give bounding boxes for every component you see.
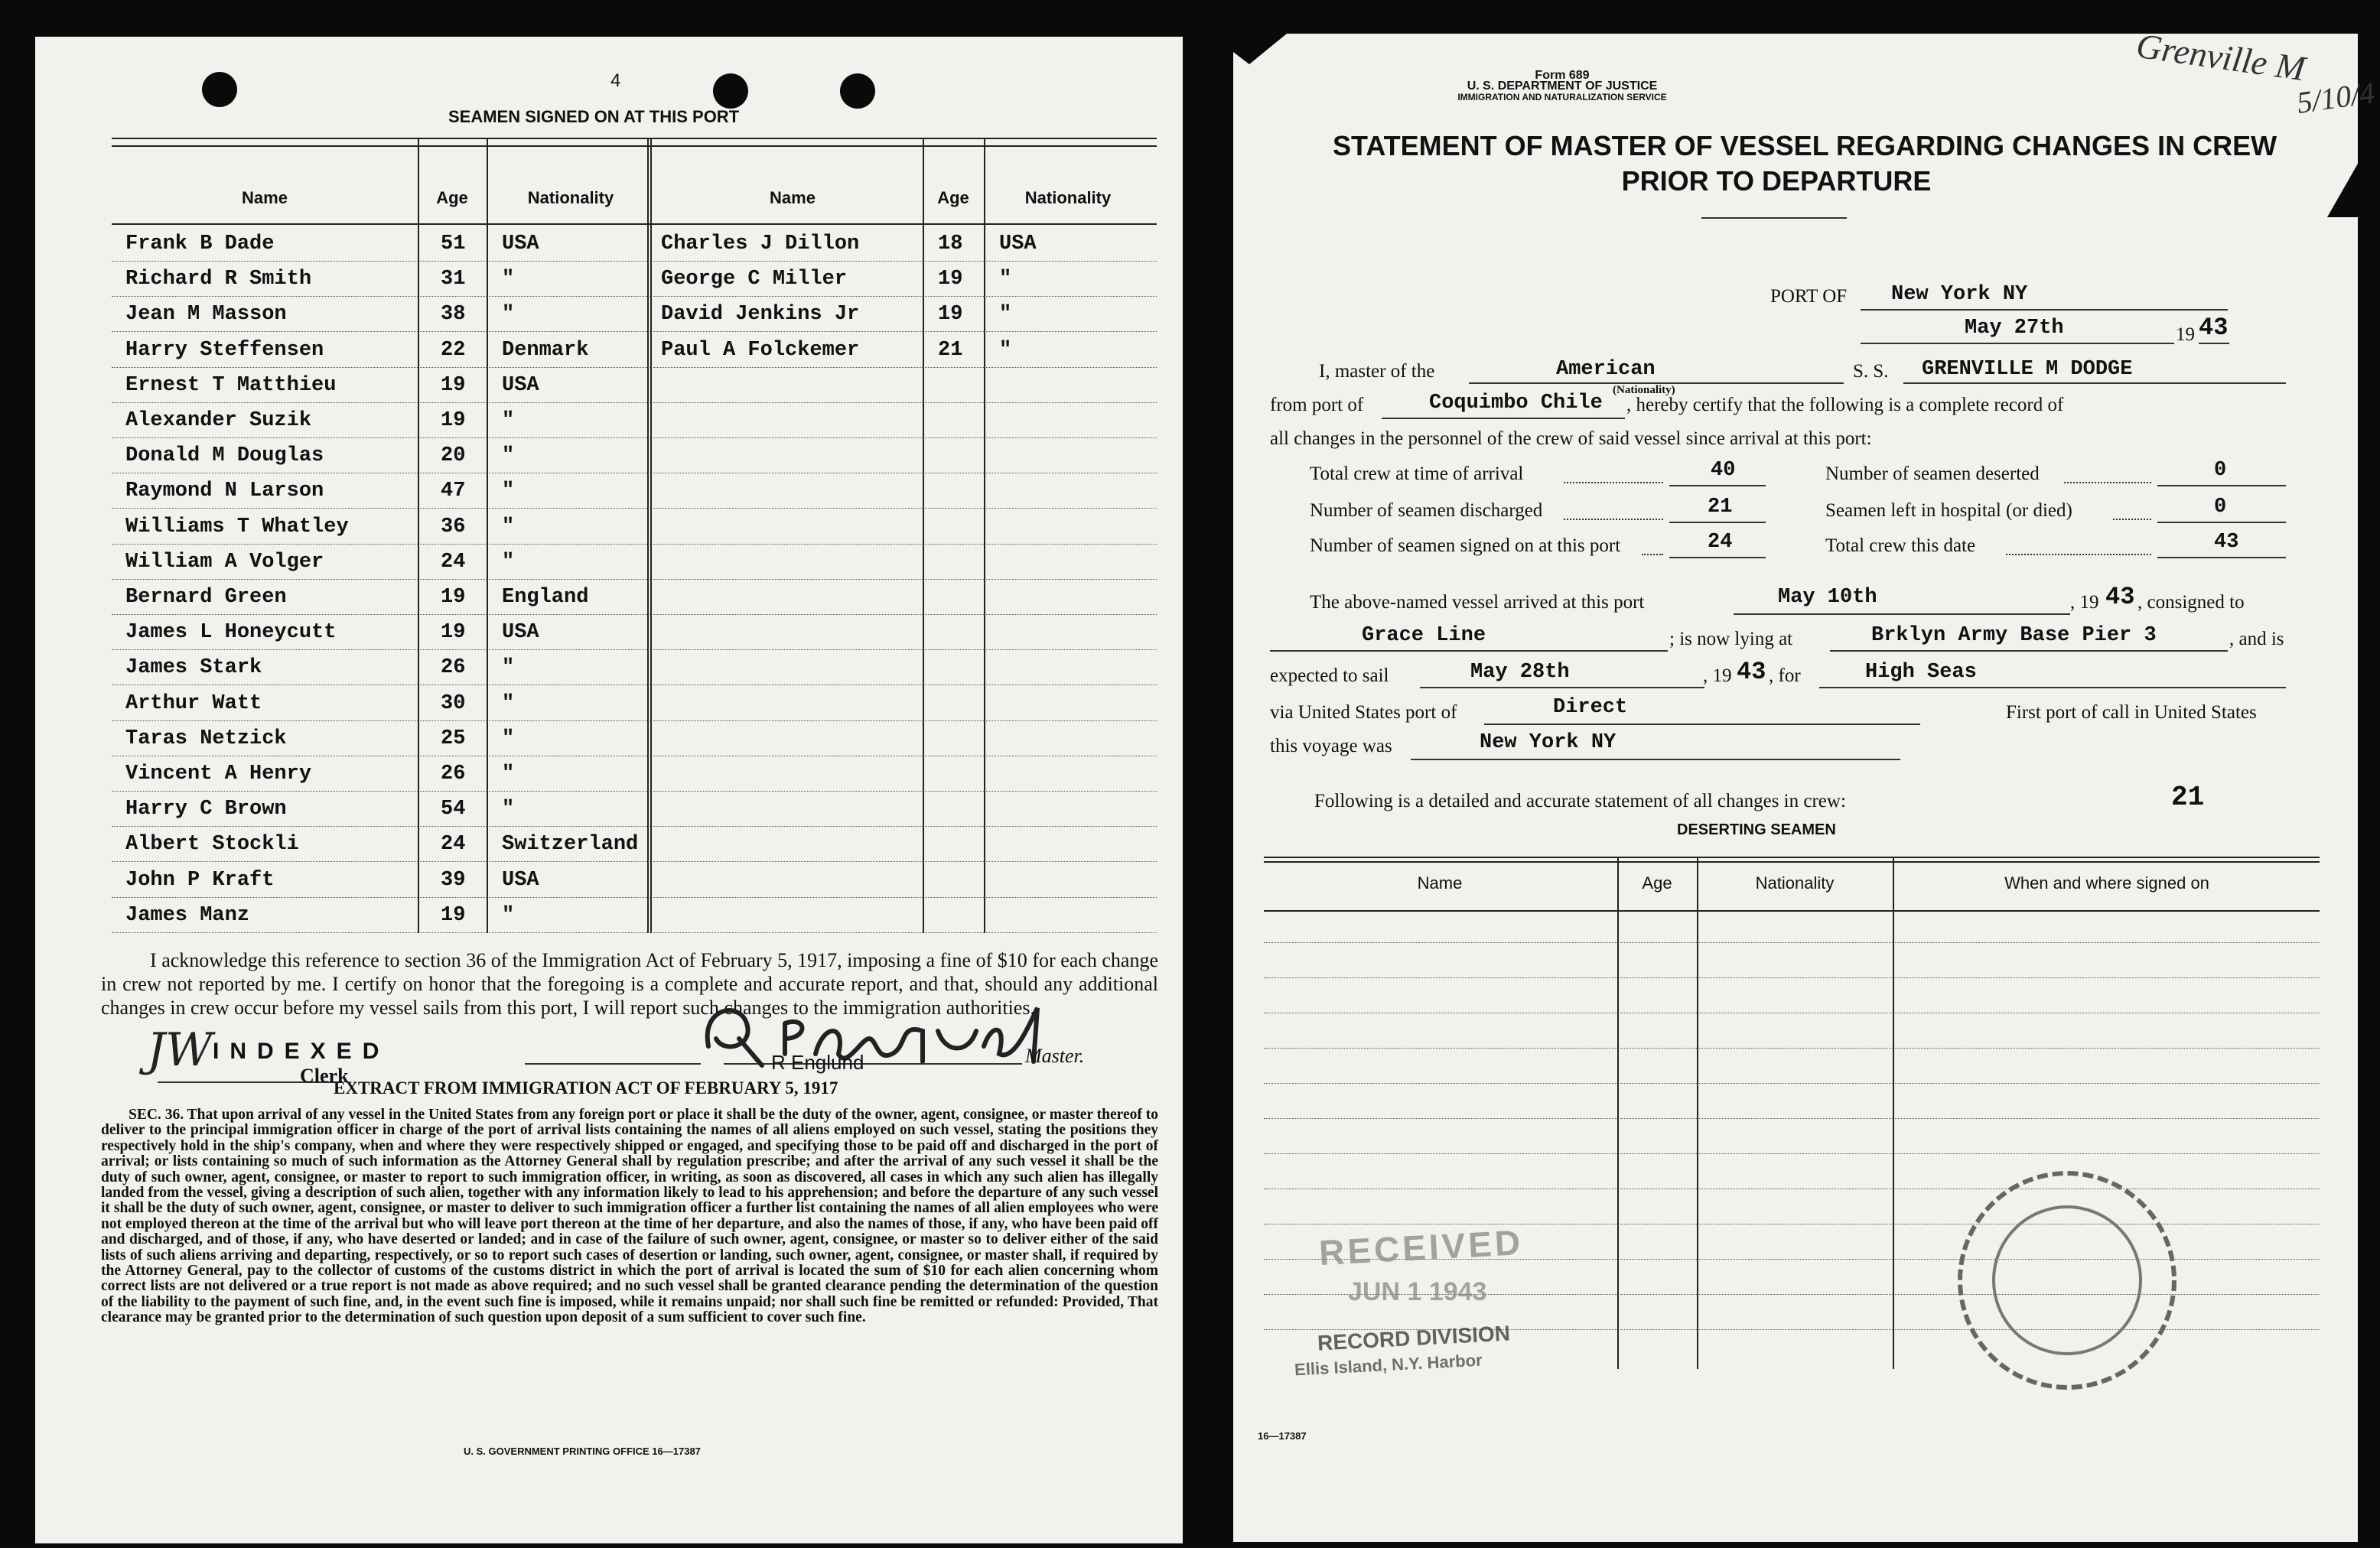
crew-nationality: " <box>502 303 515 327</box>
acknowledgement-text: I acknowledge this reference to section 36 of the Immigration Act of February 5, 1917, imposing a fine of $10 for each change in crew not reported by me. I certify on honor that the foregoing is a complete and accurate report, and that, should any additional changes in crew occur before my vessel sails from this port, I will report such changes to the immigration authorities. <box>101 949 1158 1019</box>
table-row <box>112 686 1157 721</box>
via-label: via United States port of <box>1270 702 1457 723</box>
vessel-name: GRENVILLE M DODGE <box>1922 358 2133 381</box>
department: U. S. DEPARTMENT OF JUSTICE <box>1467 80 1658 93</box>
crew-nationality: USA <box>999 233 1037 255</box>
deserted-label: Number of seamen deserted <box>1825 463 2040 484</box>
arrived-label: The above-named vessel arrived at this port <box>1310 592 1645 613</box>
crew-nationality: USA <box>502 621 539 645</box>
handwritten-date: 5/10/4 <box>2294 75 2377 120</box>
left-page <box>35 37 1183 1543</box>
crew-age: 31 <box>441 268 466 291</box>
master-name: R Englund <box>771 1051 864 1074</box>
deserting-header-name: Name <box>1417 873 1463 893</box>
from-port-value: Coquimbo Chile <box>1429 392 1603 415</box>
crew-age: 20 <box>441 444 466 468</box>
crew-name: James Manz <box>125 903 250 927</box>
and-is: , and is <box>2229 629 2284 649</box>
discharged: 21 <box>1708 496 1733 519</box>
crew-age: 30 <box>441 691 466 715</box>
crew-age: 39 <box>441 868 466 892</box>
form-header <box>1371 70 1753 102</box>
table-row <box>112 863 1157 898</box>
crew-age: 51 <box>441 233 466 255</box>
total-crew-date-label: Total crew this date <box>1825 535 1976 556</box>
crew-nationality: " <box>502 515 515 538</box>
via-value: Direct <box>1553 696 1628 719</box>
crew-age: 21 <box>938 338 963 362</box>
form-subtitle: PRIOR TO DEPARTURE <box>1621 165 1932 197</box>
date-value: May 27th <box>1965 317 2064 340</box>
deserting-title: DESERTING SEAMEN <box>1677 821 1836 838</box>
clerk-initials: JW <box>147 1023 213 1077</box>
extract-title: EXTRACT FROM IMMIGRATION ACT OF FEBRUARY 5, 1917 <box>334 1078 838 1098</box>
crew-name: James L Honeycutt <box>125 621 337 645</box>
first-port-label: First port of call in United States <box>2006 702 2257 723</box>
crew-age: 22 <box>441 338 466 362</box>
ellis-island-stamp: Ellis Island, N.Y. Harbor <box>1294 1350 1483 1380</box>
crew-age: 25 <box>441 727 466 750</box>
date-year: 43 <box>2199 314 2229 342</box>
for-label: , for <box>1769 665 1801 686</box>
header-name: Name <box>242 188 288 207</box>
table-row <box>112 333 1157 368</box>
crew-name: Donald M Douglas <box>125 444 324 468</box>
master-label: Master. <box>1025 1045 1085 1067</box>
crew-age: 54 <box>441 798 466 821</box>
table-row <box>1264 942 2320 943</box>
crew-name: James Stark <box>125 656 262 680</box>
crew-nationality: " <box>502 480 515 503</box>
crew-nationality: England <box>502 586 589 609</box>
crew-nationality: " <box>502 798 515 821</box>
crew-name: Williams T Whatley <box>125 515 349 538</box>
crew-age: 19 <box>938 268 963 291</box>
received-date-stamp: JUN 1 1943 <box>1348 1277 1487 1306</box>
table-row <box>112 827 1157 862</box>
arrived-year-prefix: , 19 <box>2070 592 2099 613</box>
header-nationality: Nationality <box>1024 188 1112 207</box>
circular-stamp <box>1945 1158 2190 1403</box>
crew-nationality: " <box>502 656 515 680</box>
crew-name: Taras Netzick <box>125 727 287 750</box>
table-row <box>112 262 1157 297</box>
crew-name: Paul A Folckemer <box>661 338 860 362</box>
crew-age: 19 <box>441 621 466 645</box>
form-number: Form 689 <box>1535 69 1590 82</box>
printing-office-footer: U. S. GOVERNMENT PRINTING OFFICE 16—17387 <box>464 1446 701 1457</box>
sail-year-prefix: , 19 <box>1703 665 1732 686</box>
discharged-label: Number of seamen discharged <box>1310 500 1543 521</box>
table-row <box>112 368 1157 403</box>
crew-name: Harry C Brown <box>125 798 287 821</box>
crew-age: 47 <box>441 480 466 503</box>
table-row <box>112 615 1157 650</box>
page-number: 4 <box>610 70 621 91</box>
table-row <box>112 580 1157 615</box>
table-row <box>112 226 1157 262</box>
sail-year: 43 <box>1737 658 1766 686</box>
crew-nationality: USA <box>502 373 539 397</box>
table-row <box>112 509 1157 545</box>
crew-age: 19 <box>441 903 466 927</box>
crew-age: 18 <box>938 233 963 255</box>
header-age: Age <box>436 188 468 207</box>
following-text: Following is a detailed and accurate statement of all changes in crew: <box>1314 791 1846 811</box>
lying-at: Brklyn Army Base Pier 3 <box>1871 624 2157 647</box>
deserting-header-age: Age <box>1642 873 1672 893</box>
crew-nationality: " <box>502 903 515 927</box>
record-division-stamp: RECORD DIVISION <box>1317 1321 1511 1355</box>
crew-nationality: " <box>999 303 1012 327</box>
crew-nationality: " <box>999 338 1012 362</box>
received-stamp: RECEIVED <box>1317 1222 1525 1273</box>
crew-name: William A Volger <box>125 550 324 574</box>
table-row <box>112 721 1157 756</box>
table-row <box>112 545 1157 580</box>
table-row <box>112 756 1157 792</box>
crew-name: Arthur Watt <box>125 691 262 715</box>
crew-nationality: Switzerland <box>502 833 639 857</box>
destination: High Seas <box>1865 661 1977 684</box>
crew-name: Albert Stockli <box>125 833 299 857</box>
clerk-label: Clerk <box>300 1065 349 1087</box>
port-value: New York NY <box>1891 283 2028 306</box>
total-crew-date: 43 <box>2214 531 2239 554</box>
crew-nationality: " <box>502 691 515 715</box>
crew-nationality: " <box>999 268 1012 291</box>
table-row <box>112 898 1157 933</box>
crew-age: 38 <box>441 303 466 327</box>
crew-table <box>112 138 1157 933</box>
port-label: PORT OF <box>1770 286 1848 307</box>
ss-label: S. S. <box>1853 361 1889 382</box>
table-row <box>1264 1118 2320 1119</box>
table-row <box>112 438 1157 473</box>
crew-age: 19 <box>441 373 466 397</box>
arrived-date: May 10th <box>1778 586 1877 609</box>
total-crew-arrival: 40 <box>1711 459 1736 482</box>
sail-date: May 28th <box>1470 661 1570 684</box>
crew-age: 26 <box>441 656 466 680</box>
crew-nationality: USA <box>502 233 539 255</box>
crew-age: 19 <box>938 303 963 327</box>
consigned-label: , consigned to <box>2137 592 2245 613</box>
crew-nationality: " <box>502 763 515 785</box>
table-row <box>1264 1083 2320 1084</box>
expected-label: expected to sail <box>1270 665 1389 686</box>
crew-name: Ernest T Matthieu <box>125 373 337 397</box>
crew-name: Frank B Dade <box>125 233 275 255</box>
master-signature <box>693 993 1060 1077</box>
lying-label: ; is now lying at <box>1669 629 1793 649</box>
crew-age: 19 <box>441 586 466 609</box>
table-row <box>112 792 1157 827</box>
table-row <box>112 403 1157 438</box>
form-footer-code: 16—17387 <box>1258 1430 1307 1442</box>
crew-nationality: " <box>502 444 515 468</box>
crew-name: Alexander Suzik <box>125 409 312 432</box>
form-title: STATEMENT OF MASTER OF VESSEL REGARDING CHANGES IN CREW <box>1333 130 2277 161</box>
certify-text: , hereby certify that the following is a complete record of <box>1626 395 2064 415</box>
voyage-value: New York NY <box>1480 731 1617 754</box>
section-title: SEAMEN SIGNED ON AT THIS PORT <box>448 107 740 126</box>
crew-nationality: " <box>502 409 515 432</box>
indexed-stamp: INDEXED <box>213 1039 390 1064</box>
table-row <box>112 297 1157 332</box>
header-name: Name <box>770 188 816 207</box>
signed-on-label: Number of seamen signed on at this port <box>1310 535 1621 556</box>
voyage-label: this voyage was <box>1270 736 1392 756</box>
crew-name: Jean M Masson <box>125 303 287 327</box>
margin-count: 21 <box>2171 782 2205 813</box>
consignee: Grace Line <box>1362 624 1486 647</box>
crew-name: David Jenkins Jr <box>661 303 860 327</box>
table-row <box>1264 977 2320 978</box>
punch-hole <box>202 72 237 107</box>
master-of-label: I, master of the <box>1319 361 1435 382</box>
crew-name: Bernard Green <box>125 586 287 609</box>
service: IMMIGRATION AND NATURALIZATION SERVICE <box>1457 92 1667 102</box>
deserting-header-signed-on: When and where signed on <box>2004 873 2209 893</box>
table-row <box>112 650 1157 685</box>
crew-nationality: " <box>502 268 515 291</box>
total-crew-arrival-label: Total crew at time of arrival <box>1310 463 1524 484</box>
nationality-value: American <box>1556 358 1656 381</box>
signed-on: 24 <box>1708 531 1733 554</box>
table-row <box>112 473 1157 509</box>
date-year-prefix: 19 <box>2176 324 2195 345</box>
crew-name: John P Kraft <box>125 868 275 892</box>
crew-nationality: " <box>502 550 515 574</box>
crew-name: Raymond N Larson <box>125 480 324 503</box>
header-nationality: Nationality <box>527 188 614 207</box>
deserting-header-nationality: Nationality <box>1755 873 1835 893</box>
deserted: 0 <box>2214 459 2227 482</box>
crew-nationality: " <box>502 727 515 750</box>
law-text: SEC. 36. That upon arrival of any vessel in the United States from any foreign port or place it shall be the duty of the owner, agent, consignee, or master thereof to deliver to the principal immigration officer in charge of the port of arrival lists containing the names of all aliens employed on such vessel, stating the positions they respectively hold in the ship's company, when and where they were respectively shipped or engaged, and specifying those to be paid off and discharged in the port of arrival; or lists containing so much of such information as the Attorney General shall by regulation prescribe; and after the arrival of any such vessel it shall be the duty of such owner, agent, consignee, or master to report to such immigration officer, in writing, as soon as discovered, all cases in which any such alien has illegally landed from the vessel, giving a description of such alien, together with any information likely to lead to his apprehension; and before the departure of any such vessel it shall be the duty of such owner, agent, consignee, or master to deliver to such immigration officer a further list containing the names of all alien employees who were not employed thereon at the time of the arrival but who will leave port thereon at the time of her departure, and also the names of those, if any, who have been paid off and discharged, and of those, if any, who have deserted or landed; and in case of the failure of such owner, agent, consignee, or master so to deliver either of the said lists of such aliens arriving and departing, respectively, or so to report such cases of desertion or landing, such owner, agent, consignee, or master shall, if required by the Attorney General, pay to the collector of customs of the customs district in which the port of arrival is located the sum of $10 for each alien concerning whom correct lists are not delivered or a true report is not made as above required; and no such vessel shall be granted clearance pending the determination of the question of the liability to the payment of such fine, and, in the event such fine is imposed, while it remains unpaid; nor shall such fine be remitted or refunded: Provided, That clearance may be granted prior to the determination of such question upon deposit of a sum sufficient to cover such fine. <box>101 1107 1158 1326</box>
crew-nationality: Denmark <box>502 338 589 362</box>
right-page <box>1233 25 2377 1542</box>
table-row <box>1264 1153 2320 1154</box>
header-age: Age <box>937 188 969 207</box>
from-port-label: from port of <box>1270 395 1364 415</box>
punch-hole <box>840 73 875 109</box>
crew-age: 36 <box>441 515 466 538</box>
crew-age: 26 <box>441 763 466 785</box>
crew-nationality: USA <box>502 868 539 892</box>
crew-age: 24 <box>441 833 466 857</box>
certify-text-2: all changes in the personnel of the crew of said vessel since arrival at this port: <box>1270 428 1872 449</box>
crew-name: Richard R Smith <box>125 268 312 291</box>
crew-name: Charles J Dillon <box>661 233 860 255</box>
crew-name: Harry Steffensen <box>125 338 324 362</box>
crew-name: Vincent A Henry <box>125 763 312 785</box>
hospital: 0 <box>2214 496 2227 519</box>
crew-age: 19 <box>441 409 466 432</box>
crew-age: 24 <box>441 550 466 574</box>
crew-name: George C Miller <box>661 268 848 291</box>
arrived-year: 43 <box>2105 583 2135 611</box>
table-row <box>1264 1048 2320 1049</box>
nationality-label: (Nationality) <box>1613 384 1675 396</box>
handwritten-note: Grenville M <box>2134 25 2308 89</box>
hospital-label: Seamen left in hospital (or died) <box>1825 500 2072 521</box>
punch-hole <box>713 73 748 109</box>
